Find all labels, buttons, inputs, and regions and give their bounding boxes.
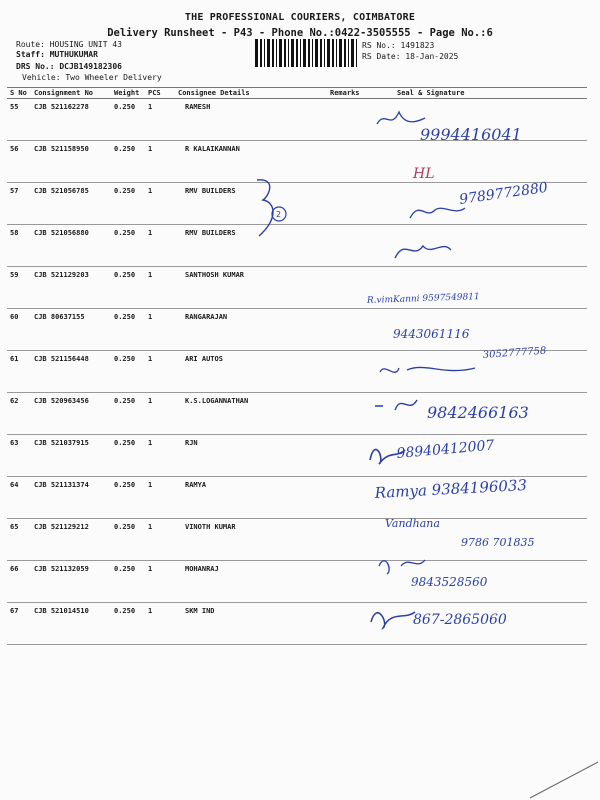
cell-remarks — [327, 477, 381, 519]
signature-65-phone: 9786 701835 — [461, 536, 535, 549]
cell-pcs: 1 — [145, 519, 175, 561]
cell-remarks — [327, 99, 381, 141]
table-row — [7, 519, 587, 561]
cell-pcs: 1 — [145, 603, 175, 645]
cell-consignment-no: CJB 521131374 — [31, 477, 111, 519]
cell-signature — [381, 99, 587, 141]
table-header-row — [7, 88, 587, 99]
cell-remarks — [327, 141, 381, 183]
table-row — [7, 477, 587, 519]
cell-sno: 62 — [7, 393, 31, 435]
cell-weight: 0.250 — [111, 435, 145, 477]
col-sno: S No — [7, 88, 31, 99]
cell-pcs: 1 — [145, 267, 175, 309]
cell-pcs: 1 — [145, 351, 175, 393]
signature-60: 9443061116 — [393, 327, 470, 341]
cell-pcs: 1 — [145, 225, 175, 267]
table-row — [7, 267, 587, 309]
cell-pcs: 1 — [145, 99, 175, 141]
cell-consignment-no: CJB 521158950 — [31, 141, 111, 183]
cell-signature — [381, 393, 587, 435]
cell-weight: 0.250 — [111, 561, 145, 603]
col-remarks: Remarks — [327, 88, 381, 99]
col-consignment: Consignment No — [31, 88, 111, 99]
cell-remarks — [327, 561, 381, 603]
col-weight: Weight — [111, 88, 145, 99]
runsheet-table — [7, 87, 587, 645]
cell-consignment-no: CJB 521056785 — [31, 183, 111, 225]
route-line: Route: HOUSING UNIT 43 — [16, 40, 122, 49]
signature-61: 3052777758 — [482, 345, 547, 361]
cell-signature — [381, 477, 587, 519]
signature-65-name: Vandhana — [385, 517, 440, 530]
cell-weight: 0.250 — [111, 393, 145, 435]
barcode-image — [255, 39, 357, 67]
cell-sno: 64 — [7, 477, 31, 519]
cell-sno: 65 — [7, 519, 31, 561]
cell-pcs: 1 — [145, 309, 175, 351]
scan-edge-mark — [520, 760, 600, 800]
cell-consignment-no: CJB 521129212 — [31, 519, 111, 561]
col-signature: Seal & Signature — [381, 88, 587, 99]
signature-56: HL — [413, 166, 435, 182]
cell-signature — [381, 309, 587, 351]
cell-consignment-no: CJB 521162278 — [31, 99, 111, 141]
cell-consignment-no: CJB 521014510 — [31, 603, 111, 645]
table-row — [7, 351, 587, 393]
cell-weight: 0.250 — [111, 351, 145, 393]
cell-consignee: RMV BUILDERS — [175, 183, 327, 225]
table-row — [7, 603, 587, 645]
table-row — [7, 225, 587, 267]
cell-sno: 56 — [7, 141, 31, 183]
drs-line: DRS No.: DCJB149182306 — [16, 62, 122, 71]
cell-pcs: 1 — [145, 561, 175, 603]
cell-remarks — [327, 183, 381, 225]
signature-59: R.vimKanni 9597549811 — [366, 292, 480, 306]
vehicle-value: Two Wheeler Delivery — [65, 73, 162, 82]
company-title: THE PROFESSIONAL COURIERS, COIMBATORE — [184, 12, 416, 23]
cell-sno: 55 — [7, 99, 31, 141]
cell-remarks — [327, 351, 381, 393]
cell-consignment-no: CJB 521156448 — [31, 351, 111, 393]
cell-weight: 0.250 — [111, 603, 145, 645]
cell-signature — [381, 561, 587, 603]
col-consignee: Consignee Details — [175, 88, 327, 99]
vehicle-line: Vehicle: Two Wheeler Delivery — [22, 73, 162, 82]
cell-signature — [381, 603, 587, 645]
cell-remarks — [327, 267, 381, 309]
cell-weight: 0.250 — [111, 183, 145, 225]
cell-weight: 0.250 — [111, 519, 145, 561]
cell-remarks — [327, 603, 381, 645]
cell-remarks — [327, 435, 381, 477]
signature-67: 867-2865060 — [413, 612, 507, 628]
cell-signature — [381, 519, 587, 561]
cell-consignee: MOHANRAJ — [175, 561, 327, 603]
cell-remarks — [327, 393, 381, 435]
cell-weight: 0.250 — [111, 309, 145, 351]
rs-date-line: RS Date: 18-Jan-2025 — [362, 52, 459, 61]
signature-57: 9789772880 — [458, 179, 549, 208]
cell-pcs: 1 — [145, 141, 175, 183]
signature-64: Ramya 9384196033 — [374, 476, 528, 502]
cell-consignee: SANTHOSH KUMAR — [175, 267, 327, 309]
runsheet-title: Delivery Runsheet - P43 - Phone No.:0422-3505555 - Page No.:6 — [107, 27, 493, 39]
cell-sno: 61 — [7, 351, 31, 393]
staff-value: MUTHUKUMAR — [49, 50, 98, 59]
signature-62: 9842466163 — [427, 403, 529, 422]
rs-date-value: 18-Jan-2025 — [405, 52, 459, 61]
cell-consignee: RJN — [175, 435, 327, 477]
cell-signature — [381, 183, 587, 225]
route-value: HOUSING UNIT 43 — [49, 40, 122, 49]
staff-line: Staff: MUTHUKUMAR — [16, 50, 98, 59]
table-row — [7, 561, 587, 603]
cell-consignee: RAMYA — [175, 477, 327, 519]
cell-consignee: K.S.LOGANNATHAN — [175, 393, 327, 435]
bracket-scribble — [255, 178, 295, 238]
cell-consignment-no: CJB 80637155 — [31, 309, 111, 351]
signature-66: 9843528560 — [411, 575, 488, 589]
cell-consignee: RMV BUILDERS — [175, 225, 327, 267]
rs-no-value: 1491823 — [400, 41, 435, 50]
cell-sno: 60 — [7, 309, 31, 351]
cell-remarks — [327, 309, 381, 351]
cell-consignee: RAMESH — [175, 99, 327, 141]
cell-signature — [381, 351, 587, 393]
cell-sno: 57 — [7, 183, 31, 225]
table-row — [7, 309, 587, 351]
cell-consignee: R KALAIKANNAN — [175, 141, 327, 183]
cell-consignee: SKM IND — [175, 603, 327, 645]
cell-consignment-no: CJB 521129203 — [31, 267, 111, 309]
table-row — [7, 183, 587, 225]
rs-no-line: RS No.: 1491823 — [362, 41, 435, 50]
cell-sno: 63 — [7, 435, 31, 477]
cell-consignment-no: CJB 520963456 — [31, 393, 111, 435]
signature-63: 98940412007 — [395, 437, 495, 462]
table-row — [7, 141, 587, 183]
signature-55: 9994416041 — [420, 125, 522, 144]
cell-pcs: 1 — [145, 393, 175, 435]
cell-consignee: RANGARAJAN — [175, 309, 327, 351]
drs-value: DCJB149182306 — [59, 62, 122, 71]
cell-pcs: 1 — [145, 183, 175, 225]
cell-signature — [381, 435, 587, 477]
cell-remarks — [327, 225, 381, 267]
cell-weight: 0.250 — [111, 477, 145, 519]
cell-weight: 0.250 — [111, 225, 145, 267]
cell-signature — [381, 141, 587, 183]
cell-weight: 0.250 — [111, 267, 145, 309]
cell-remarks — [327, 519, 381, 561]
cell-weight: 0.250 — [111, 99, 145, 141]
cell-consignee: VINOTH KUMAR — [175, 519, 327, 561]
cell-sno: 67 — [7, 603, 31, 645]
cell-sno: 58 — [7, 225, 31, 267]
cell-consignment-no: CJB 521037915 — [31, 435, 111, 477]
cell-weight: 0.250 — [111, 141, 145, 183]
cell-pcs: 1 — [145, 477, 175, 519]
cell-sno: 66 — [7, 561, 31, 603]
table-row — [7, 435, 587, 477]
cell-pcs: 1 — [145, 435, 175, 477]
cell-consignee: ARI AUTOS — [175, 351, 327, 393]
cell-signature — [381, 225, 587, 267]
table-row — [7, 393, 587, 435]
cell-consignment-no: CJB 521132059 — [31, 561, 111, 603]
table-row — [7, 99, 587, 141]
col-pcs: PCS — [145, 88, 175, 99]
cell-consignment-no: CJB 521056880 — [31, 225, 111, 267]
cell-signature — [381, 267, 587, 309]
cell-sno: 59 — [7, 267, 31, 309]
svg-text:2: 2 — [276, 210, 282, 219]
